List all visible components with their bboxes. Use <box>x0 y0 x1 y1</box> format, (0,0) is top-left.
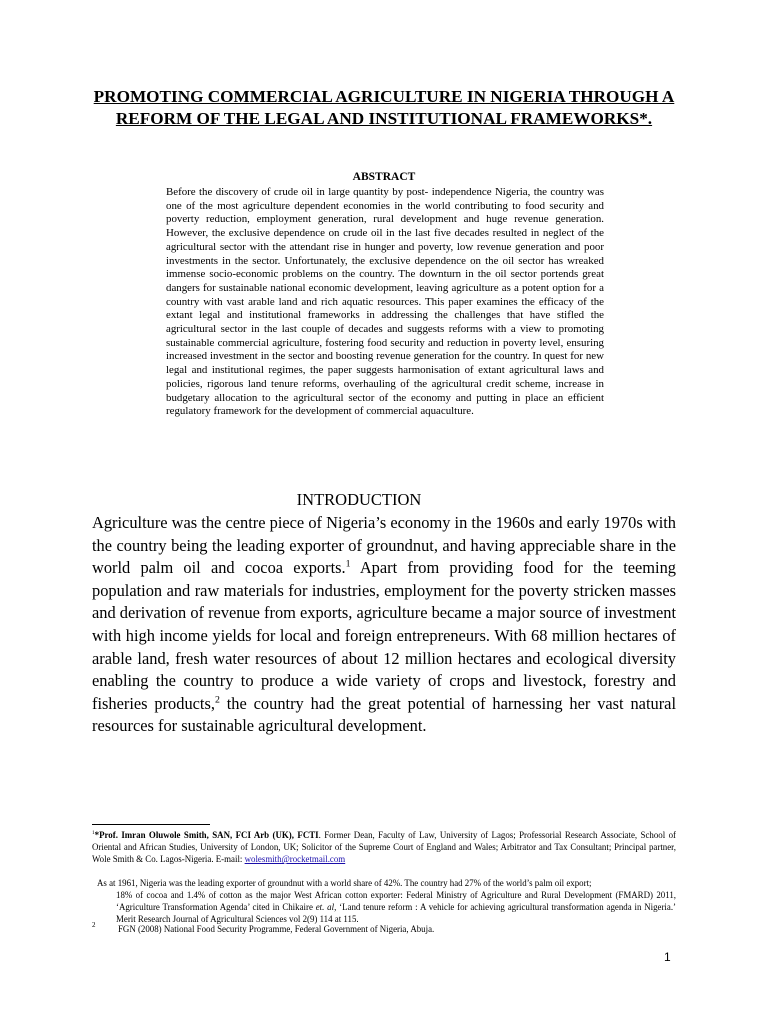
footnote-2-text: FGN (2008) National Food Security Programme, Federal Government of Nigeria, Abuja. <box>118 924 435 934</box>
footnote-2 <box>92 923 676 935</box>
intro-text-part-2: Apart from providing food for the teeming population and raw materials for industries, employment for the poverty stricken masses and derivation of revenue from exports, agriculture became a major source of investment with high income yields for local and foreign entrepreneurs. With 68 million hectares of arable land, fresh water resources of about 12 million hectares and ecological diversity enabling the country to produce a wide variety of crops and livestock, forestry and fisheries products, <box>92 558 676 713</box>
footnote-1-continuation <box>92 889 676 925</box>
footnote-separator <box>92 824 210 825</box>
intro-text-part-3: the country had the great potential of harnessing her vast natural resources for sustainable agricultural development. <box>92 693 676 736</box>
footnote-1-text-b: , ‘Land tenure reform : A vehicle for achieving agricultural transformation agenda in Nigeria.’ Merit Research Journal of Agricultural Sciences vol 2(9) 114 at 115. <box>116 902 676 925</box>
author-name: *Prof. Imran Oluwole Smith, SAN, FCI Arb (UK), FCTI <box>94 830 319 840</box>
author-footnote-marker: 1 <box>92 830 95 837</box>
footnote-ref-1[interactable]: 1 <box>345 558 351 570</box>
footnote-2-marker: 2 <box>92 921 96 929</box>
page-number: 1 <box>664 950 671 964</box>
footnote-1 <box>92 877 676 925</box>
footnote-1-italic: et. al <box>315 902 335 913</box>
footnote-ref-2[interactable]: 2 <box>214 694 220 706</box>
author-footnote <box>92 829 676 865</box>
introduction-paragraph <box>92 512 676 738</box>
intro-text-part-1: Agriculture was the centre piece of Nigeria’s economy in the 1960s and early 1970s with the country being the leading exporter of groundnut, and having appreciable share in the world palm oil and cocoa exports. <box>92 513 676 578</box>
author-affiliation: . Former Dean, Faculty of Law, University of Lagos; Professorial Research Associate, School of Oriental and African Studies, University of London, UK; Solicitor of the Supreme Court of England and Wales; Arbitrator and Tax Consultant; Principal partner, Wole Smith & Co. Lagos-Nigeria. E-mail: <box>92 830 676 865</box>
introduction-heading: INTRODUCTION <box>296 490 422 509</box>
footnote-1-text-a: 18% of cocoa and 1.4% of cotton as the major West African cotton exporter: Federal Ministry of Agriculture and Rural Development (FMARD) 2011, ‘Agriculture Transformation Agenda’ cited in Chikaire <box>116 890 676 913</box>
footnote-1-first-line: As at 1961, Nigeria was the leading exporter of groundnut with a world share of 42%. The country had 27% of the world’s palm oil export; <box>97 878 592 888</box>
abstract-heading: ABSTRACT <box>352 171 416 183</box>
abstract-body: Before the discovery of crude oil in large quantity by post- independence Nigeria, the country was one of the most agriculture dependent economies in the world contributing to food security and poverty reduction, employment generation, rural development and huge revenue generation. However, the exclusive dependence on crude oil in the last five decades resulted in neglect of the agricultural sector with the attendant rise in hunger and poverty, low revenue generation and poor investments in the sector. Unfortunately, the exclusive dependence on the oil sector has wreaked immense socio-economic problems on the country. The downturn in the oil sector portends great dangers for sustainable national economic development, leaving agriculture as a potent option for a country with vast arable land and rich aquatic resources. This paper examines the efficacy of the extant legal and institutional frameworks in addressing the challenges that have stifled the agricultural sector in the last couple of decades and suggests reforms with a view to promoting sustainable commercial agriculture, fostering food security and reduction in poverty level, ensuring increased investment in the sector and boosting revenue generation for the country. In quest for new legal and institutional regimes, the paper suggests harmonisation of extant agricultural laws and policies, rigorous land tenure reforms, overhauling of the agricultural credit scheme, increase in budgetary allocation to the agricultural sector of the economy and putting in place an efficient regulatory framework for the development of commercial aquaculture. <box>166 186 604 418</box>
paper-title: PROMOTING COMMERCIAL AGRICULTURE IN NIGERIA THROUGH A REFORM OF THE LEGAL AND INSTITUTIONAL FRAMEWORKS*. <box>93 87 675 128</box>
author-email-link[interactable]: wolesmith@rocketmail.com <box>244 854 346 865</box>
